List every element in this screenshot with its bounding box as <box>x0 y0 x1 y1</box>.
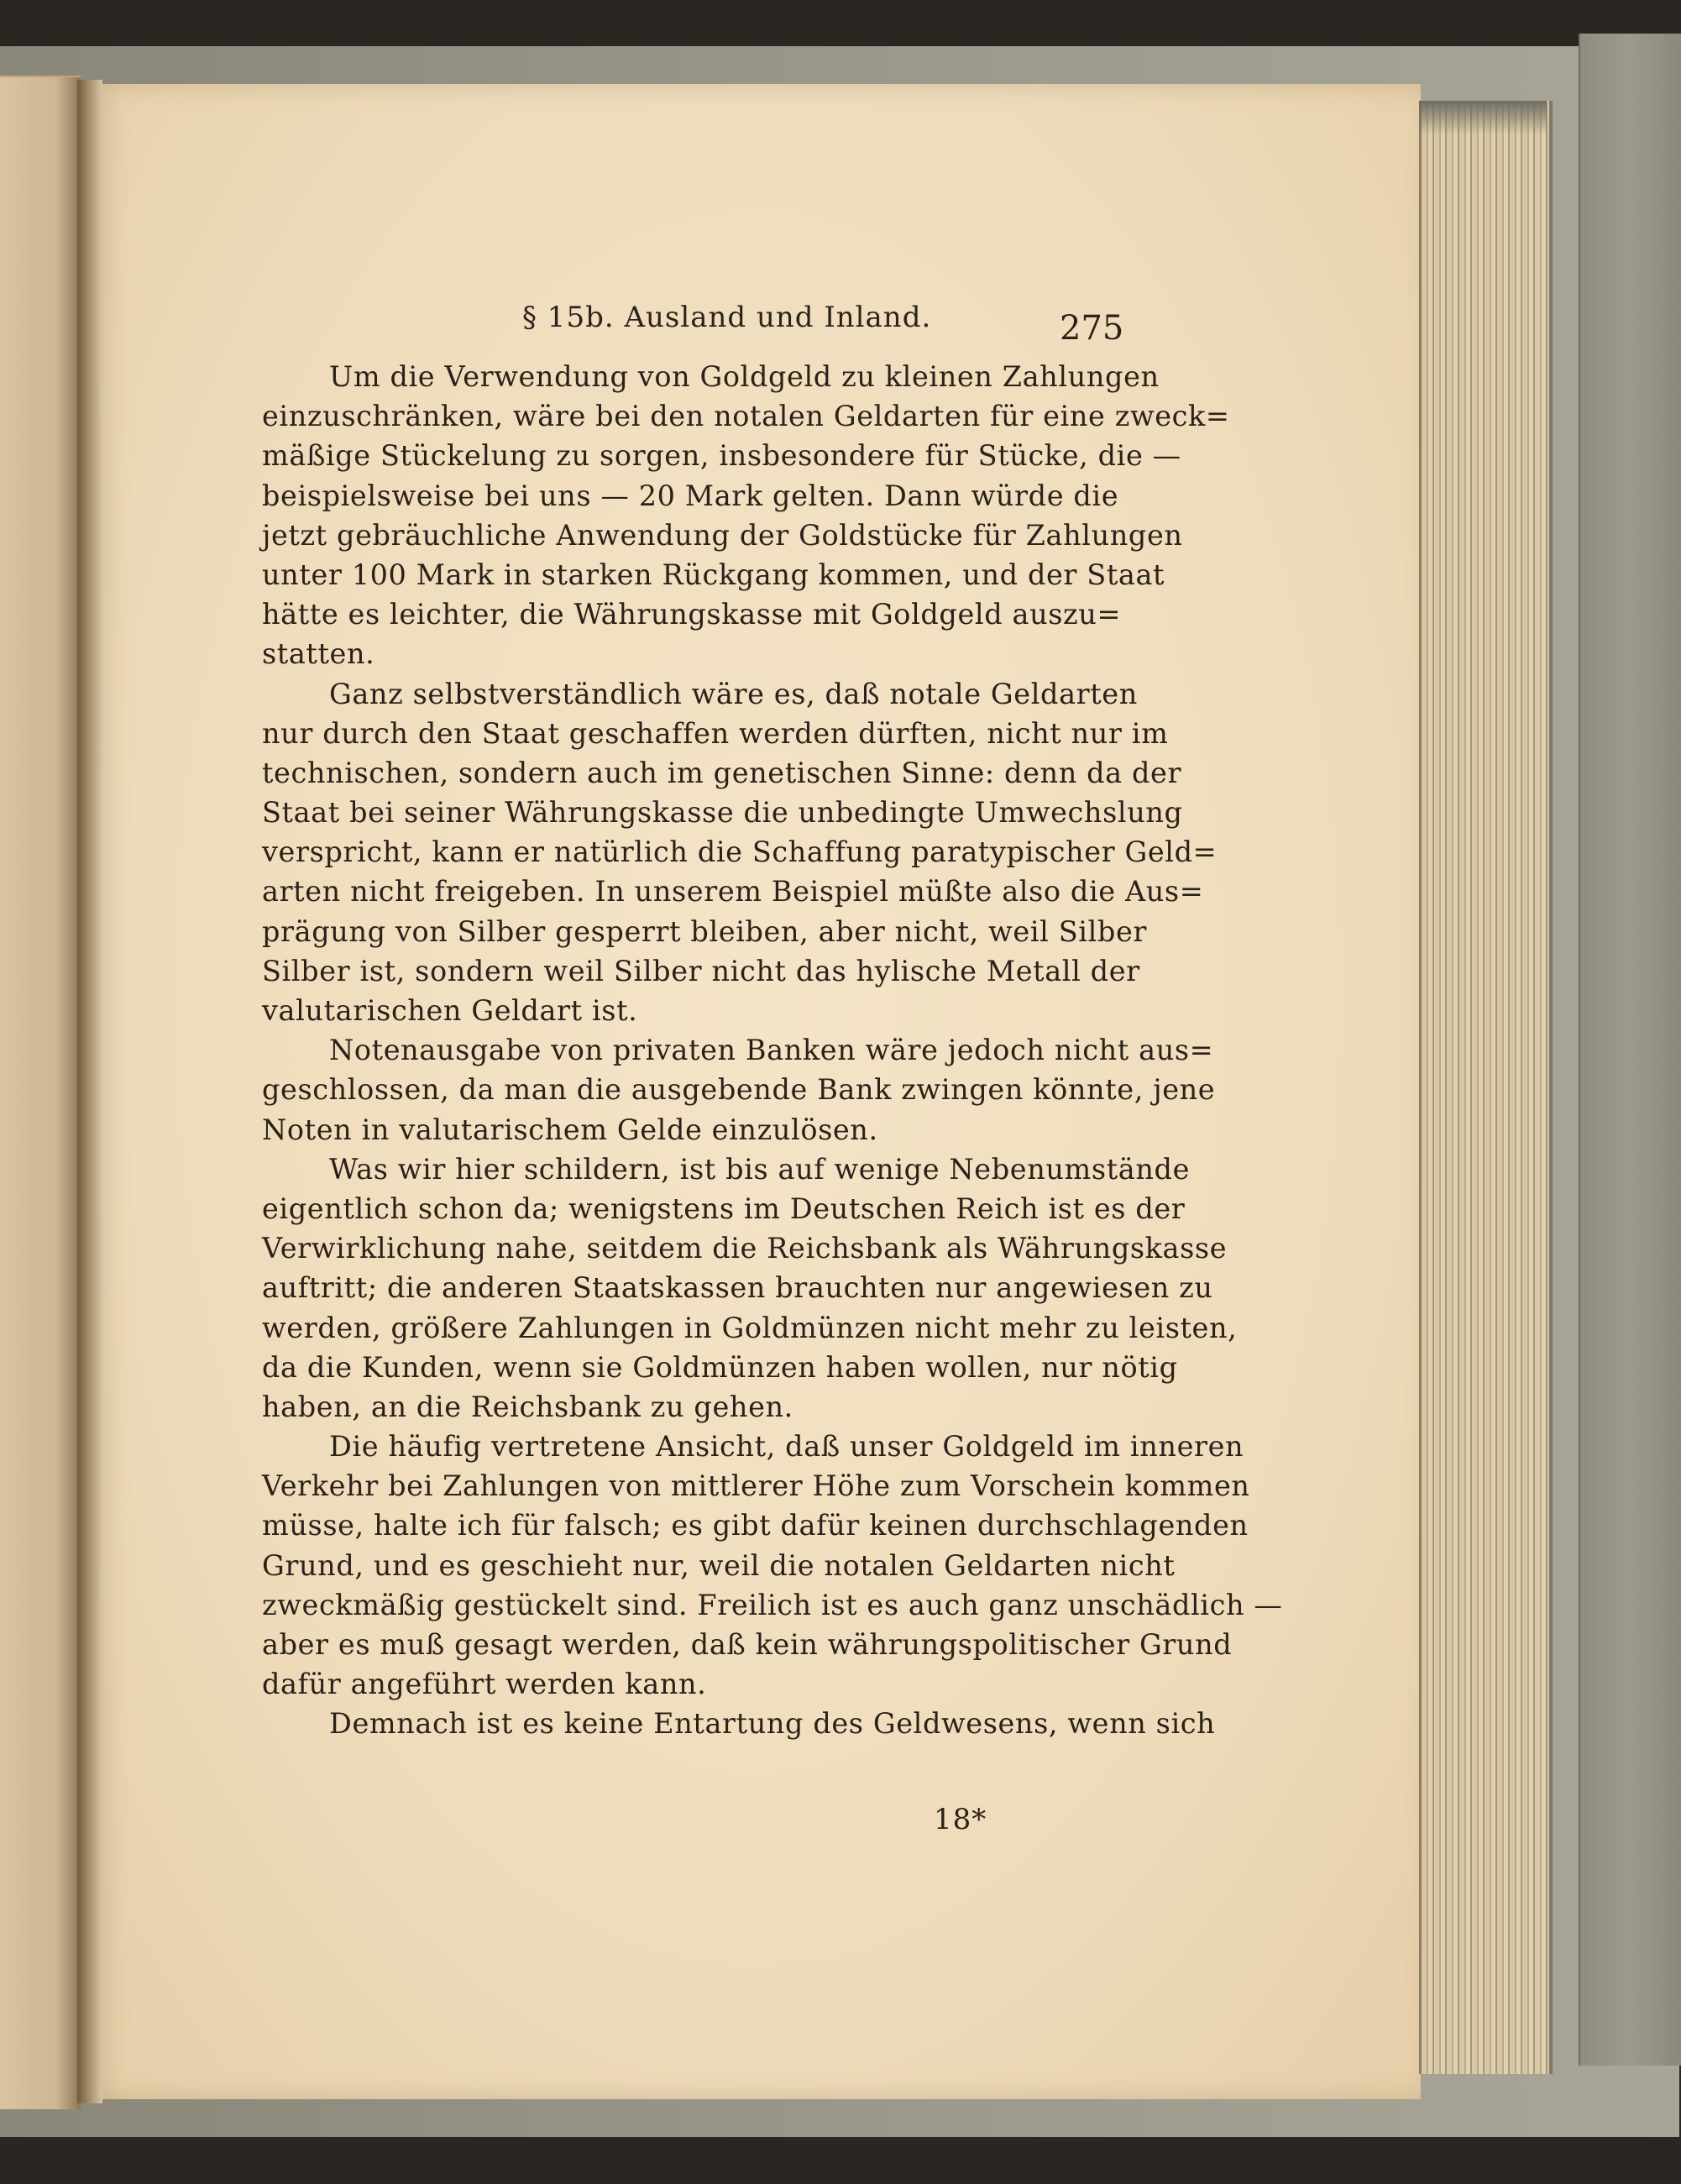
text-line: Um die Verwendung von Goldgeld zu kleinen Zahlungen <box>329 360 1160 393</box>
text-line: Verkehr bei Zahlungen von mittlerer Höhe zum Vorschein kommen <box>262 1469 1250 1503</box>
text-line: aber es muß gesagt werden, daß kein währungspolitischer Grund <box>262 1628 1233 1661</box>
text-line: einzuschränken, wäre bei den notalen Geldarten für eine zweck= <box>262 400 1230 433</box>
text-line: verspricht, kann er natürlich die Schaffung paratypischer Geld= <box>262 835 1218 869</box>
text-line: mäßige Stückelung zu sorgen, insbesondere für Stücke, die — <box>262 439 1181 473</box>
text-line: Demnach ist es keine Entartung des Geldwesens, wenn sich <box>329 1707 1216 1741</box>
text-line: Silber ist, sondern weil Silber nicht das hylische Metall der <box>262 954 1140 987</box>
text-line: prägung von Silber gesperrt bleiben, aber nicht, weil Silber <box>262 914 1147 948</box>
text-line: Notenausgabe von privaten Banken wäre jedoch nicht aus= <box>329 1034 1214 1067</box>
text-line: eigentlich schon da; wenigstens im Deutschen Reich ist es der <box>262 1192 1186 1225</box>
text-line: werden, größere Zahlungen in Goldmünzen nicht mehr zu leisten, <box>262 1311 1238 1344</box>
page-edges-stack <box>1419 101 1553 2074</box>
signature-mark: 18* <box>934 1803 987 1836</box>
book-cover-edge <box>1579 34 1681 2066</box>
text-line: jetzt gebräuchliche Anwendung der Goldstücke für Zahlungen <box>262 518 1183 552</box>
book-gutter <box>77 80 102 2103</box>
text-line: Staat bei seiner Währungskasse die unbedingte Umwechslung <box>262 796 1183 830</box>
text-line: auftritt; die anderen Staatskassen brauchten nur angewiesen zu <box>262 1271 1213 1305</box>
text-line: hätte es leichter, die Währungskasse mit Goldgeld auszu= <box>262 598 1122 631</box>
text-line: Ganz selbstverständlich wäre es, daß notale Geldarten <box>329 677 1138 710</box>
text-line: technischen, sondern auch im genetischen Sinne: denn da der <box>262 756 1182 789</box>
text-line: Die häufig vertretene Ansicht, daß unser Goldgeld im inneren <box>329 1430 1244 1464</box>
page-edges-shadow <box>1419 101 1547 134</box>
facing-page-left <box>0 76 81 2109</box>
body-text <box>262 357 1283 1744</box>
text-line: dafür angeführt werden kann. <box>262 1668 707 1701</box>
text-line: da die Kunden, wenn sie Goldmünzen haben wollen, nur nötig <box>262 1350 1178 1384</box>
text-line: unter 100 Mark in starken Rückgang kommen, und der Staat <box>262 558 1165 591</box>
text-line: zweckmäßig gestückelt sind. Freilich ist es auch ganz unschädlich — <box>262 1588 1283 1621</box>
text-line: müsse, halte ich für falsch; es gibt dafür keinen durchschlagenden <box>262 1509 1249 1542</box>
text-line: arten nicht freigeben. In unserem Beispiel müßte also die Aus= <box>262 875 1204 909</box>
text-line: Noten in valutarischem Gelde einzulösen. <box>262 1113 878 1146</box>
text-line: beispielsweise bei uns — 20 Mark gelten. Dann würde die <box>262 479 1119 512</box>
text-line: statten. <box>262 637 375 671</box>
running-header: § 15b. Ausland und Inland. <box>522 301 932 334</box>
text-line: valutarischen Geldart ist. <box>262 994 638 1027</box>
text-line: Was wir hier schildern, ist bis auf wenige Nebenumstände <box>329 1152 1190 1186</box>
text-line: nur durch den Staat geschaffen werden dürften, nicht nur im <box>262 716 1169 750</box>
text-line: Verwirklichung nahe, seitdem die Reichsbank als Währungskasse <box>262 1232 1228 1265</box>
page-number: 275 <box>1060 309 1124 348</box>
text-line: haben, an die Reichsbank zu gehen. <box>262 1390 793 1423</box>
text-line: Grund, und es geschieht nur, weil die notalen Geldarten nicht <box>262 1548 1176 1582</box>
text-line: geschlossen, da man die ausgebende Bank zwingen könnte, jene <box>262 1073 1216 1107</box>
